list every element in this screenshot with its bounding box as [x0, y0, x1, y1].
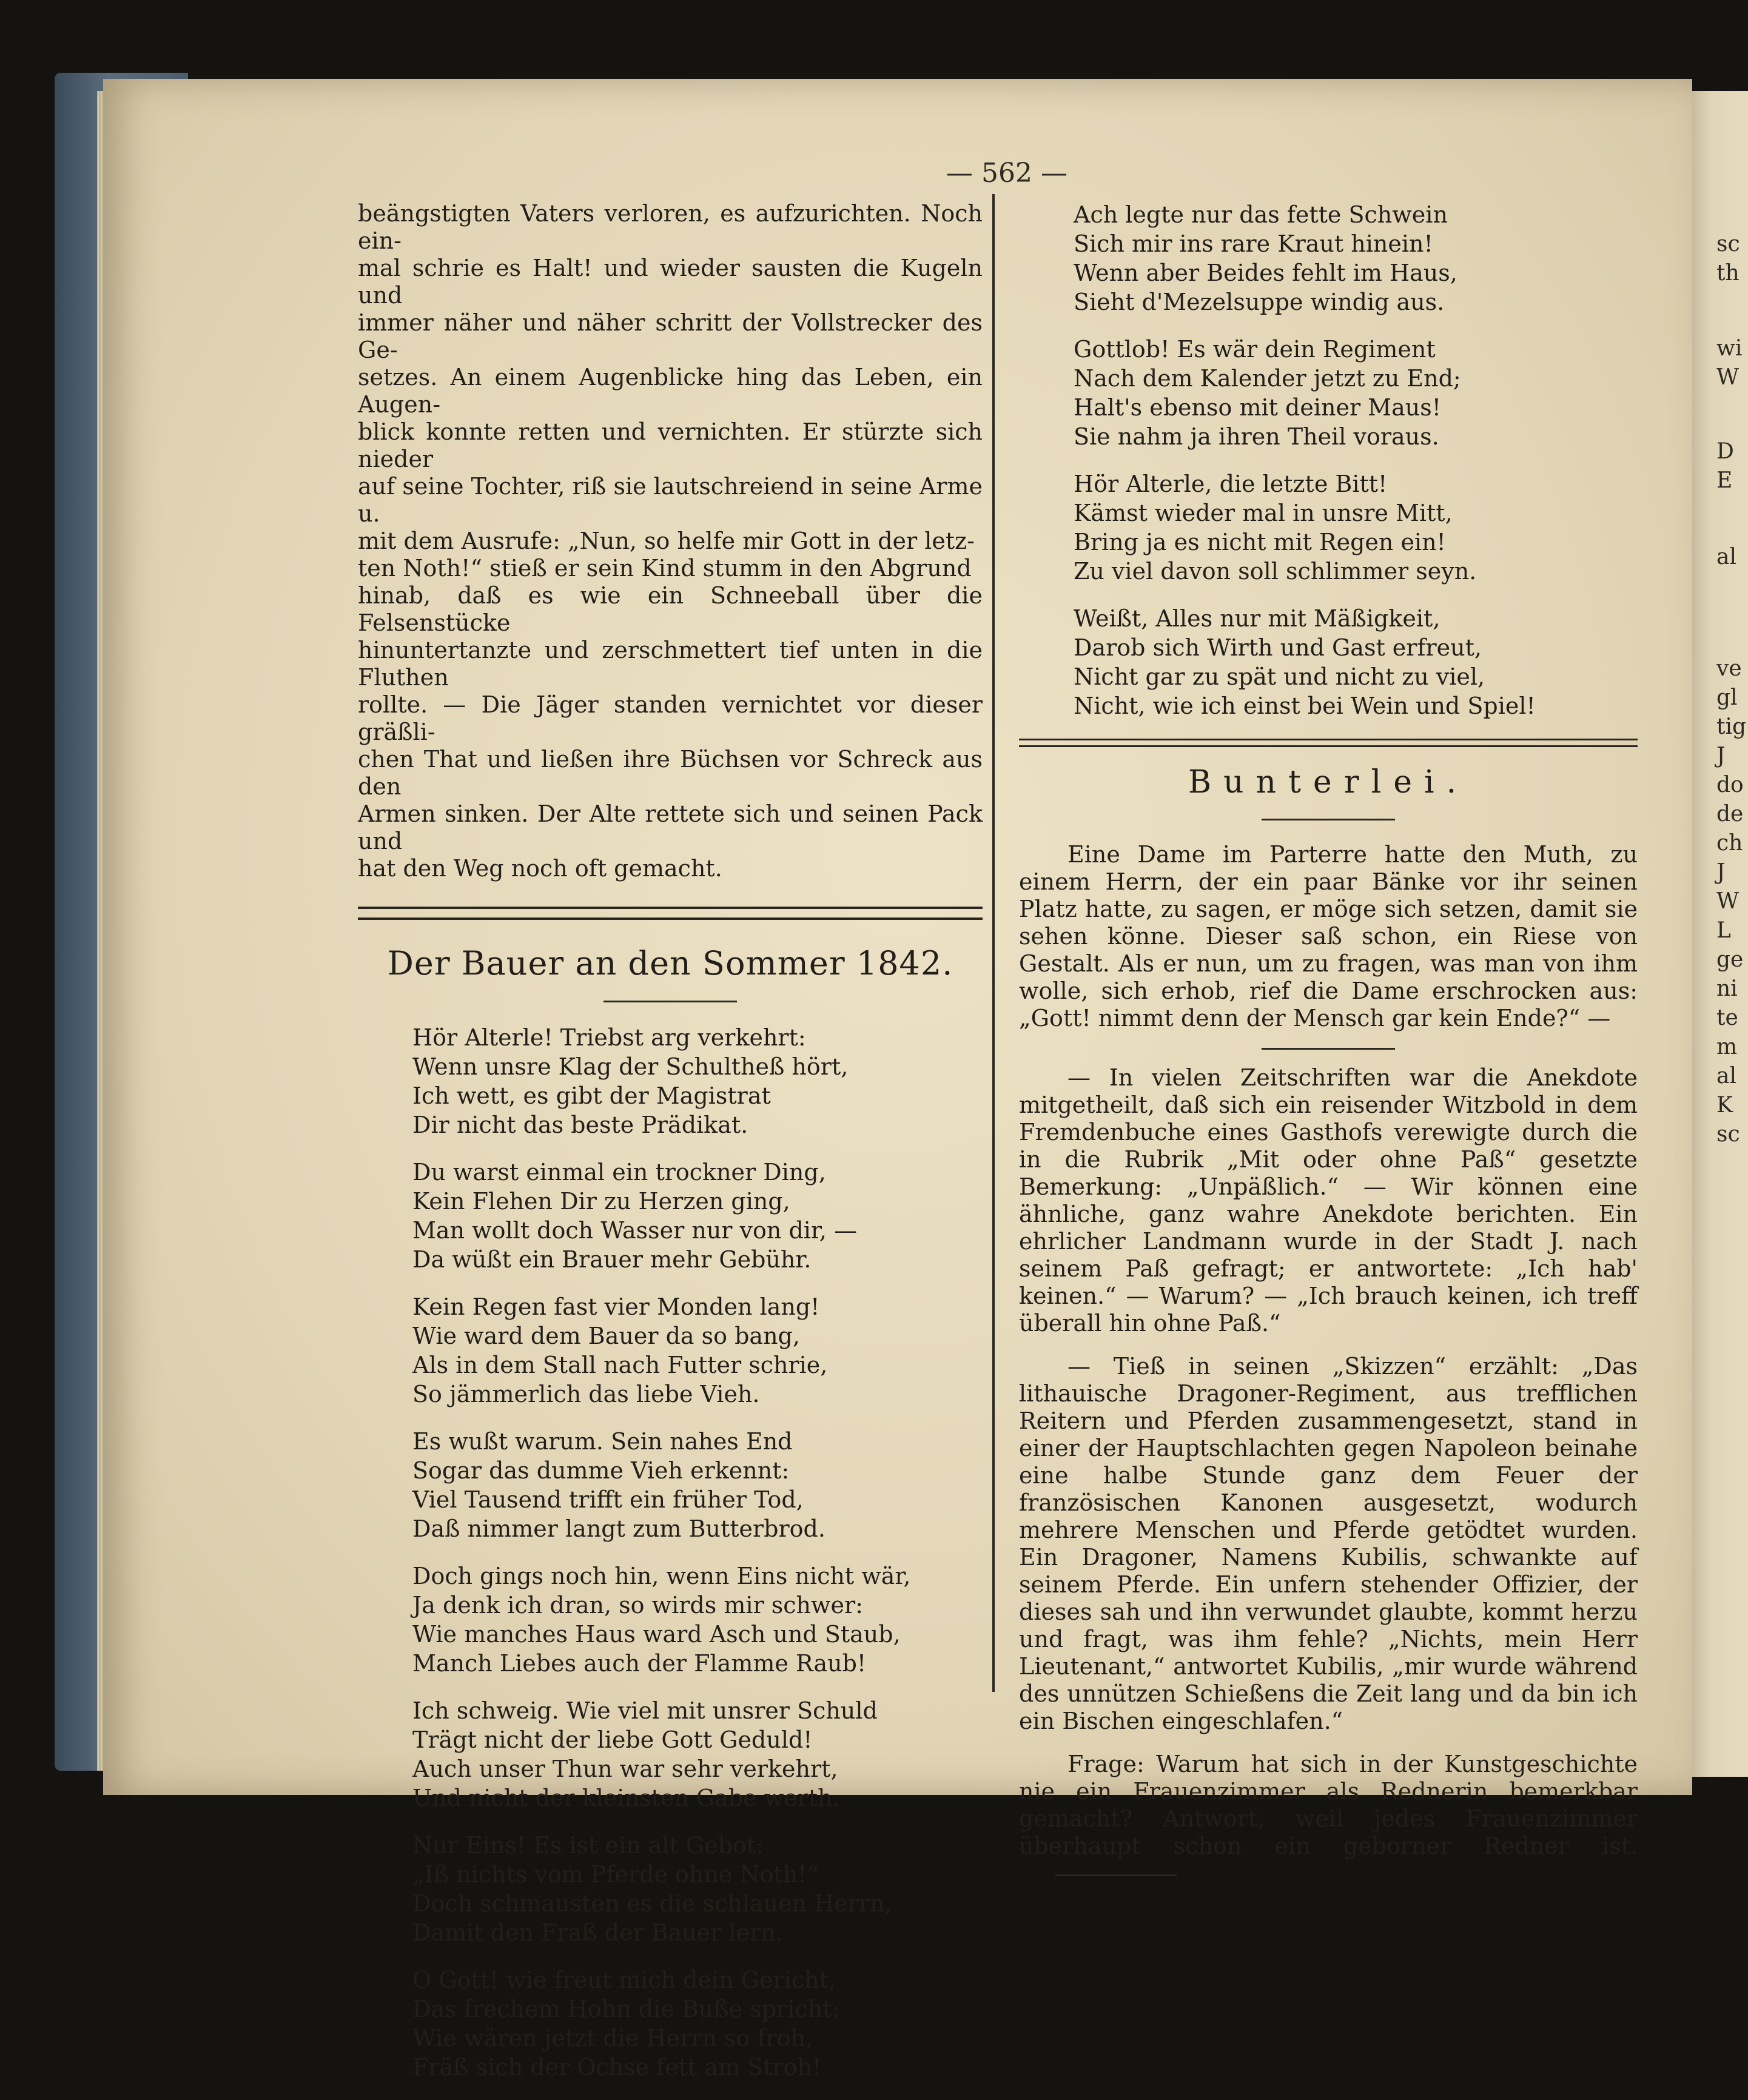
verse-line: Hör Alterle, die letzte Bitt!: [1074, 471, 1388, 497]
verse-line: So jämmerlich das liebe Vieh.: [412, 1381, 760, 1407]
anecdote: — In vielen Zeitschriften war die Anekdote mitgetheilt, daß sich ein reisender Witzbold in dem Fremdenbuche eines Gasthofs verewigte durch die in die Rubrik „Mit oder ohne Paß“ gesetzte Bemerkung: „Unpäßlich.“ — Wir können eine ähnliche, ganz wahre Anekdote berichten. Ein ehrlicher Landmann wurde in der Stadt J. nach seinem Paß gefragt; er antwortete: „Ich hab' keinen.“ — Warum? — „Ich brauch keinen, ich treff überall hin ohne Paß.“: [1019, 1064, 1638, 1337]
margin-fragment: ve: [1716, 656, 1742, 681]
verse-line: Fräß sich der Ochse fett am Stroh!: [412, 2054, 822, 2081]
prose-line: chen That und ließen ihre Büchsen vor Schreck aus den: [358, 746, 983, 800]
verse-line: Gottlob! Es wär dein Regiment: [1074, 336, 1436, 363]
margin-fragment: gl: [1716, 685, 1738, 710]
prose-line: blick konnte retten und vernichten. Er stürzte sich nieder: [358, 418, 983, 472]
verse-line: Und nicht der kleinsten Gabe werth.: [412, 1785, 840, 1811]
section-divider: [1019, 739, 1638, 747]
verse-line: Kein Regen fast vier Monden lang!: [412, 1293, 820, 1320]
verse-line: Das frechem Hohn die Buße spricht:: [412, 1996, 840, 2022]
verse-line: Nicht, wie ich einst bei Wein und Spiel!: [1074, 693, 1536, 719]
verse-line: Sieht d'Mezelsuppe windig aus.: [1074, 289, 1445, 315]
verse-line: Zu viel davon soll schlimmer seyn.: [1074, 558, 1477, 585]
prose-line: Armen sinken. Der Alte rettete sich und seinen Pack und: [358, 800, 983, 854]
anecdote-separator: [1262, 1048, 1395, 1050]
verse-line: Kämst wieder mal in unsre Mitt,: [1074, 500, 1453, 526]
end-rule: [1055, 1874, 1177, 1876]
verse-line: Wenn aber Beides fehlt im Haus,: [1074, 260, 1457, 286]
verse-line: Ach legte nur das fette Schwein: [1074, 201, 1448, 228]
verse-line: Ja denk ich dran, so wirds mir schwer:: [412, 1592, 864, 1619]
anecdote: — Tieß in seinen „Skizzen“ erzählt: „Das lithauische Dragoner-Regiment, aus trefflichen Reitern und Pferden zusammengesetzt, stand in einer der Hauptschlachten gegen Napoleon beinahe eine halbe Stunde ganz dem Feuer der französischen Kanonen ausgesetzt, wodurch mehrere Menschen und Pferde getödtet wurden. Ein Dragoner, Namens Kubilis, schwankte auf seinem Pferde. Ein unfern stehender Offizier, der dieses sah und ihn verwundet glaubte, kommt herzu und fragt, was ihm fehle? „Nichts, mein Herr Lieutenant,“ antwortet Kubilis, „mir wurde während des unnützen Schießens die Zeit lang und da bin ich ein Bischen eingeschlafen.“: [1019, 1353, 1638, 1734]
margin-fragment: te: [1716, 1005, 1738, 1030]
verse-line: O Gott! wie freut mich dein Gericht,: [412, 1967, 836, 1993]
poem-continuation: [1019, 200, 1638, 720]
margin-fragment: E: [1716, 468, 1733, 493]
poem-title: Der Bauer an den Sommer 1842.: [387, 944, 953, 982]
column-separator: [992, 194, 995, 1692]
verse-line: Hör Alterle! Triebst arg verkehrt:: [412, 1024, 806, 1051]
verse-line: Man wollt doch Wasser nur von dir, —: [412, 1217, 858, 1244]
verse-line: Dir nicht das beste Prädikat.: [412, 1112, 748, 1138]
prose-line: beängstigten Vaters verloren, es aufzurichten. Noch ein-: [358, 200, 983, 254]
section-title: Bunterlei.: [1188, 764, 1469, 800]
margin-fragment: J: [1716, 860, 1726, 885]
verse-line: „Iß nichts vom Pferde ohne Noth!“: [412, 1861, 819, 1888]
verse-line: Sogar das dumme Vieh erkennt:: [412, 1457, 790, 1484]
margin-fragment: W: [1716, 365, 1740, 390]
prose-line: auf seine Tochter, riß sie lautschreiend in seine Arme u.: [358, 473, 983, 527]
verse-line: Nicht gar zu spät und nicht zu viel,: [1074, 663, 1485, 690]
verse-line: Ich schweig. Wie viel mit unsrer Schuld: [412, 1697, 878, 1724]
verse-line: Es wußt warum. Sein nahes End: [412, 1428, 793, 1455]
verse-line: Halt's ebenso mit deiner Maus!: [1074, 394, 1441, 421]
verse-line: Kein Flehen Dir zu Herzen ging,: [412, 1188, 790, 1215]
verse-line: Nur Eins! Es ist ein alt Gebot:: [412, 1832, 764, 1859]
verse-line: Ich wett, es gibt der Magistrat: [412, 1082, 771, 1109]
margin-fragment: sc: [1716, 232, 1740, 257]
prose-line: setzes. An einem Augenblicke hing das Leben, ein Augen-: [358, 364, 983, 418]
section-divider: [358, 907, 983, 920]
margin-fragment: wi: [1716, 336, 1743, 361]
verse-line: Doch schmausten es die schlauen Herrn,: [412, 1890, 892, 1917]
verse-line: Daß nimmer langt zum Butterbrod.: [412, 1515, 825, 1542]
verse-line: Damit den Fraß der Bauer lern.: [412, 1919, 783, 1946]
stanza: [1019, 335, 1638, 451]
stanza: [358, 1831, 983, 1947]
stanza: [358, 1292, 983, 1409]
verse-line: Als in dem Stall nach Futter schrie,: [412, 1352, 828, 1378]
prose-line: hat den Weg noch oft gemacht.: [358, 855, 722, 882]
prose-line: mit dem Ausrufe: „Nun, so helfe mir Gott in der letz-: [358, 528, 975, 554]
verse-line: Auch unser Thun war sehr verkehrt,: [412, 1756, 838, 1782]
margin-fragment: K: [1716, 1093, 1733, 1118]
poem: [358, 1023, 983, 2082]
margin-fragment: W: [1716, 889, 1740, 914]
verse-line: Nach dem Kalender jetzt zu End;: [1074, 365, 1461, 392]
margin-fragment: al: [1716, 1064, 1736, 1089]
left-column: [358, 200, 983, 2100]
verse-line: Wie wären jetzt die Herrn so froh,: [412, 2025, 813, 2051]
prose-line: rollte. — Die Jäger standen vernichtet vor dieser gräßli-: [358, 691, 983, 745]
stanza: [358, 1696, 983, 1813]
title-rule: [603, 1001, 737, 1002]
prose-line: hinuntertanzte und zerschmettert tief unten in die Fluthen: [358, 637, 983, 691]
margin-fragment: L: [1716, 918, 1731, 943]
margin-fragment: tig: [1716, 714, 1747, 739]
anecdote-text: Frage: Warum hat sich in der Kunstgeschichte nie ein Frauenzimmer als Rednerin bemerkbar gemacht? Antwort, weil jedes Frauenzimmer überhaupt schon ein geborner Redner ist.: [1019, 1751, 1638, 1859]
margin-fragment: ch: [1716, 831, 1743, 856]
verse-line: Wie manches Haus ward Asch und Staub,: [412, 1621, 901, 1648]
verse-line: Trägt nicht der liebe Gott Geduld!: [412, 1726, 813, 1753]
verse-line: Wenn unsre Klag der Schultheß hört,: [412, 1053, 849, 1080]
anecdote: Eine Dame im Parterre hatte den Muth, zu einem Herrn, der ein paar Bänke vor ihr seinen Platz hatte, zu sagen, er möge sich setzen, damit sie sehen könne. Dieser saß schon, ein Riese von Gestalt. Als er nun, um zu fragen, was man von ihm wolle, sich erhob, rief die Dame erschrocken aus: „Gott! nimmt denn der Mensch gar kein Ende?“ —: [1019, 841, 1638, 1032]
stanza: [358, 1427, 983, 1543]
verse-line: Manch Liebes auch der Flamme Raub!: [412, 1650, 867, 1677]
verse-line: Weißt, Alles nur mit Mäßigkeit,: [1074, 605, 1440, 632]
margin-fragment: do: [1716, 773, 1744, 797]
stanza: [358, 1158, 983, 1274]
stanza: [1019, 604, 1638, 720]
verse-line: Sich mir ins rare Kraut hinein!: [1074, 230, 1433, 257]
stanza: [358, 1965, 983, 2082]
stanza: [1019, 469, 1638, 586]
stanza: [358, 1023, 983, 1139]
prose-line: ten Noth!“ stieß er sein Kind stumm in den Abgrund: [358, 555, 972, 582]
verse-line: Sie nahm ja ihren Theil voraus.: [1074, 423, 1439, 450]
margin-fragment: de: [1716, 802, 1744, 827]
prose-line: mal schrie es Halt! und wieder sausten die Kugeln und: [358, 255, 983, 309]
margin-fragment: sc: [1716, 1122, 1740, 1147]
stanza: [1019, 200, 1638, 317]
verse-line: Darob sich Wirth und Gast erfreut,: [1074, 634, 1482, 661]
margin-fragment: D: [1716, 439, 1734, 464]
margin-fragment: al: [1716, 545, 1736, 569]
verse-line: Wie ward dem Bauer da so bang,: [412, 1323, 800, 1349]
margin-fragment: th: [1716, 261, 1740, 286]
prose-line: hinab, daß es wie ein Schneeball über die Felsenstücke: [358, 582, 983, 636]
title-rule: [1262, 819, 1395, 820]
stanza: [358, 1562, 983, 1678]
verse-line: Da wüßt ein Brauer mehr Gebühr.: [412, 1246, 812, 1273]
right-column: [1019, 200, 1638, 1903]
verse-line: Viel Tausend trifft ein früher Tod,: [412, 1486, 804, 1513]
anecdote: [1019, 1751, 1638, 1887]
story-ending: [358, 200, 983, 882]
margin-fragment: m: [1716, 1035, 1738, 1059]
verse-line: Doch gings noch hin, wenn Eins nicht wär,: [412, 1563, 911, 1589]
verse-line: Bring ja es nicht mit Regen ein!: [1074, 529, 1446, 555]
verse-line: Du warst einmal ein trockner Ding,: [412, 1159, 826, 1186]
margin-fragment: ni: [1716, 976, 1738, 1001]
margin-fragment: ge: [1716, 947, 1744, 972]
margin-fragment: J: [1716, 743, 1726, 768]
prose-line: immer näher und näher schritt der Vollstrecker des Ge-: [358, 309, 983, 363]
page-number: — 562 —: [946, 158, 1067, 189]
